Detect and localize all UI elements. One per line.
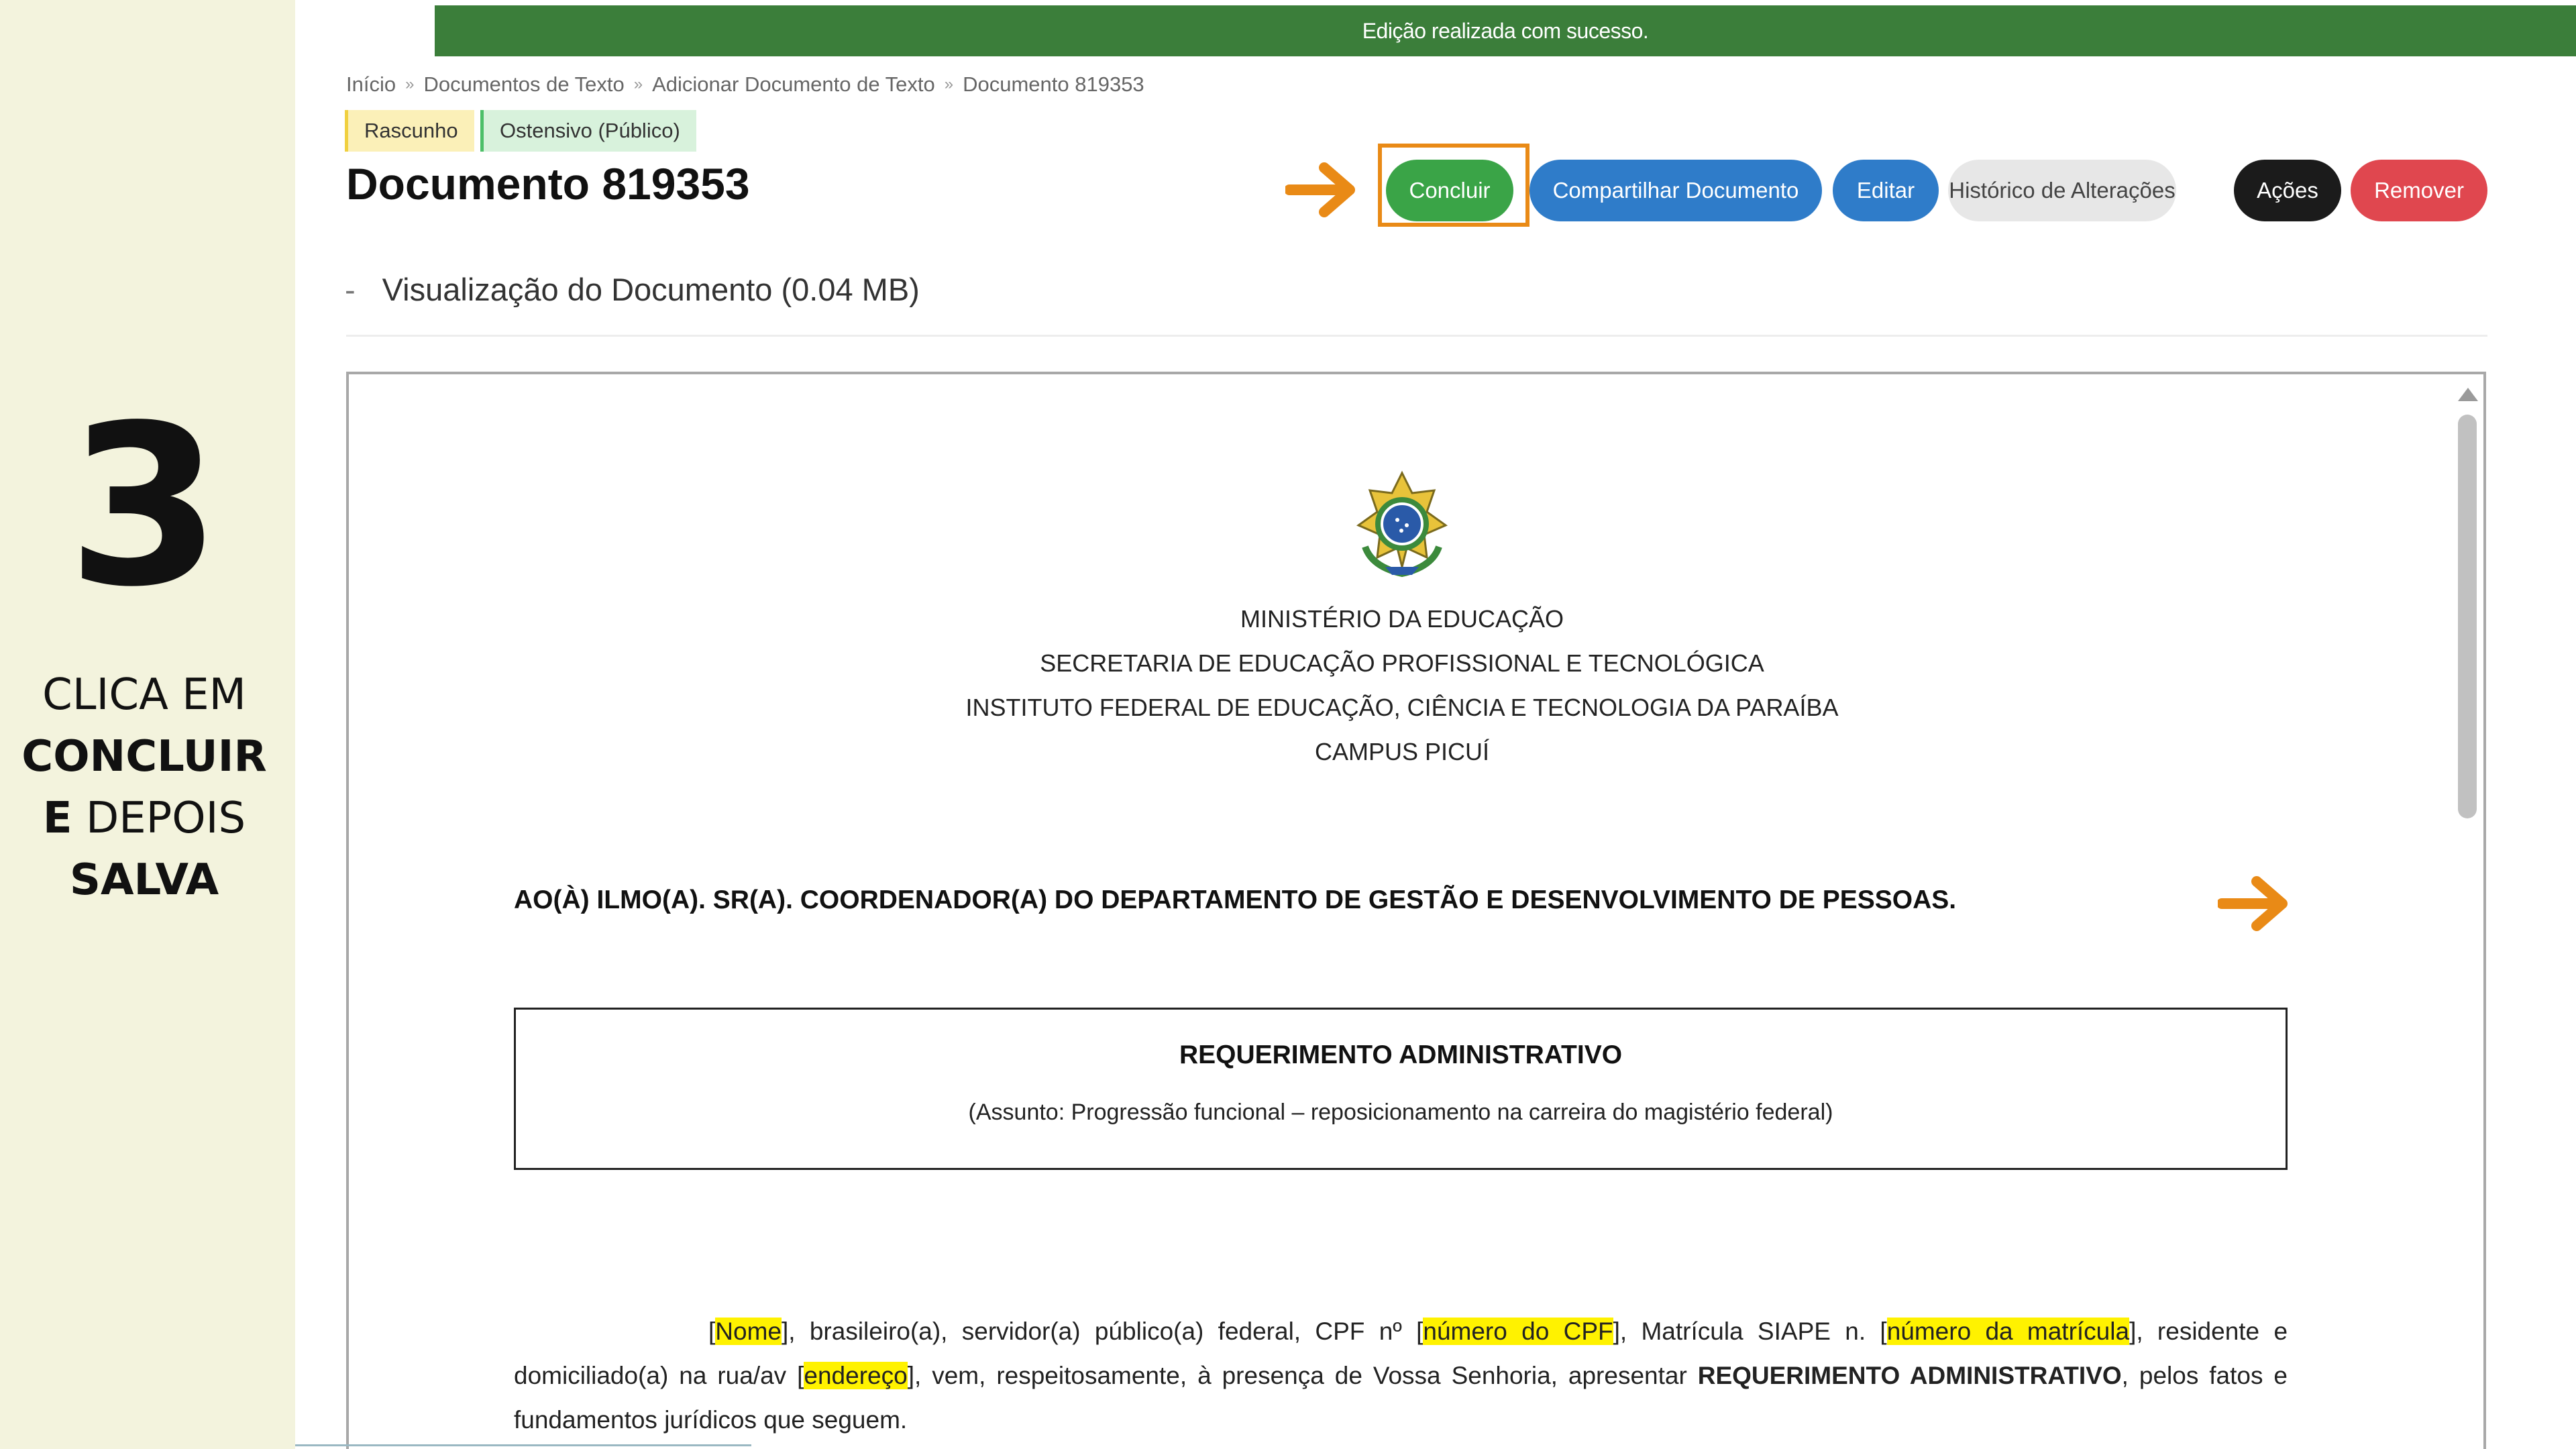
success-banner: Edição realizada com sucesso. [435,5,2576,56]
body-text: ], Matrícula SIAPE n. [ [1613,1318,1887,1345]
breadcrumb-separator: » [944,75,954,93]
body-text: [ [708,1318,716,1345]
remove-button[interactable]: Remover [2351,160,2487,221]
step-number: 3 [67,378,221,635]
actions-button[interactable]: Ações [2234,160,2341,221]
breadcrumb-home[interactable]: Início [346,72,396,96]
document-body-paragraph [514,1309,2288,1442]
breadcrumb [346,72,1144,97]
header-line-campus: CAMPUS PICUÍ [1314,738,1490,765]
share-document-button[interactable]: Compartilhar Documento [1529,160,1822,221]
placeholder-name: Nome [715,1318,782,1345]
body-text: ], vem, respeitosamente, à presença de Vossa Senhoria, apresentar [907,1362,1698,1389]
scroll-up-icon[interactable] [2458,388,2478,401]
body-text: , pelos fatos e fundamentos jurídicos que seguem. [514,1362,2288,1434]
page-title: Documento 819353 [346,159,750,209]
request-title: REQUERIMENTO ADMINISTRATIVO [1179,1040,1623,1069]
step-line-4: SALVA [69,855,219,905]
bottom-divider [295,1444,751,1446]
breadcrumb-separator: » [633,75,643,93]
breadcrumb-separator: » [405,75,415,93]
placeholder-cpf: número do CPF [1423,1318,1613,1345]
header-line-secretariat: SECRETARIA DE EDUCAÇÃO PROFISSIONAL E TECNOLÓGICA [1040,649,1764,677]
step-line-3-bold: E [42,794,72,843]
document-addressee: AO(À) ILMO(A). SR(A). COORDENADOR(A) DO DEPARTAMENTO DE GESTÃO E DESENVOLVIMENTO DE PESSOAS. [514,885,1957,914]
edit-button[interactable]: Editar [1833,160,1939,221]
step-line-1: CLICA EM [42,670,246,720]
request-subject: (Assunto: Progressão funcional – reposicionamento na carreira do magistério federal) [968,1099,1833,1125]
breadcrumb-current: Documento 819353 [963,72,1144,96]
status-badge-draft: Rascunho [345,110,474,152]
arrow-right-icon [2218,875,2293,932]
status-badge-visibility: Ostensivo (Público) [480,110,696,152]
document-preview-label: Visualização do Documento (0.04 MB) [382,272,920,307]
tutorial-panel [0,0,295,1449]
header-line-institute: INSTITUTO FEDERAL DE EDUCAÇÃO, CIÊNCIA E TECNOLOGIA DA PARAÍBA [965,694,1839,721]
step-instruction [0,664,288,911]
history-button[interactable]: Histórico de Alterações [1948,160,2176,221]
concluir-button[interactable]: Concluir [1386,160,1513,221]
body-text: ], residente e domiciliado(a) na rua/av [ [514,1318,2288,1389]
arrow-right-icon [1285,161,1360,219]
request-box [514,1008,2288,1170]
step-line-3: DEPOIS [85,794,246,843]
document-preview-toggle[interactable] [345,271,920,308]
header-line-ministry: MINISTÉRIO DA EDUCAÇÃO [1240,605,1564,633]
collapse-dash: - [345,272,356,307]
breadcrumb-add-document[interactable]: Adicionar Documento de Texto [652,72,935,96]
placeholder-endereco: endereço [804,1362,908,1389]
scrollbar-thumb[interactable] [2458,415,2477,818]
body-bold-text: REQUERIMENTO ADMINISTRATIVO [1697,1362,2122,1389]
divider [346,335,2487,337]
breadcrumb-documents[interactable]: Documentos de Texto [423,72,625,96]
placeholder-matricula: número da matrícula [1886,1318,2130,1345]
body-text: ], brasileiro(a), servidor(a) público(a) federal, CPF nº [ [781,1318,1424,1345]
brasil-coat-of-arms-icon [1345,466,1459,580]
document-header [939,597,1865,774]
step-line-2: CONCLUIR [21,732,267,782]
